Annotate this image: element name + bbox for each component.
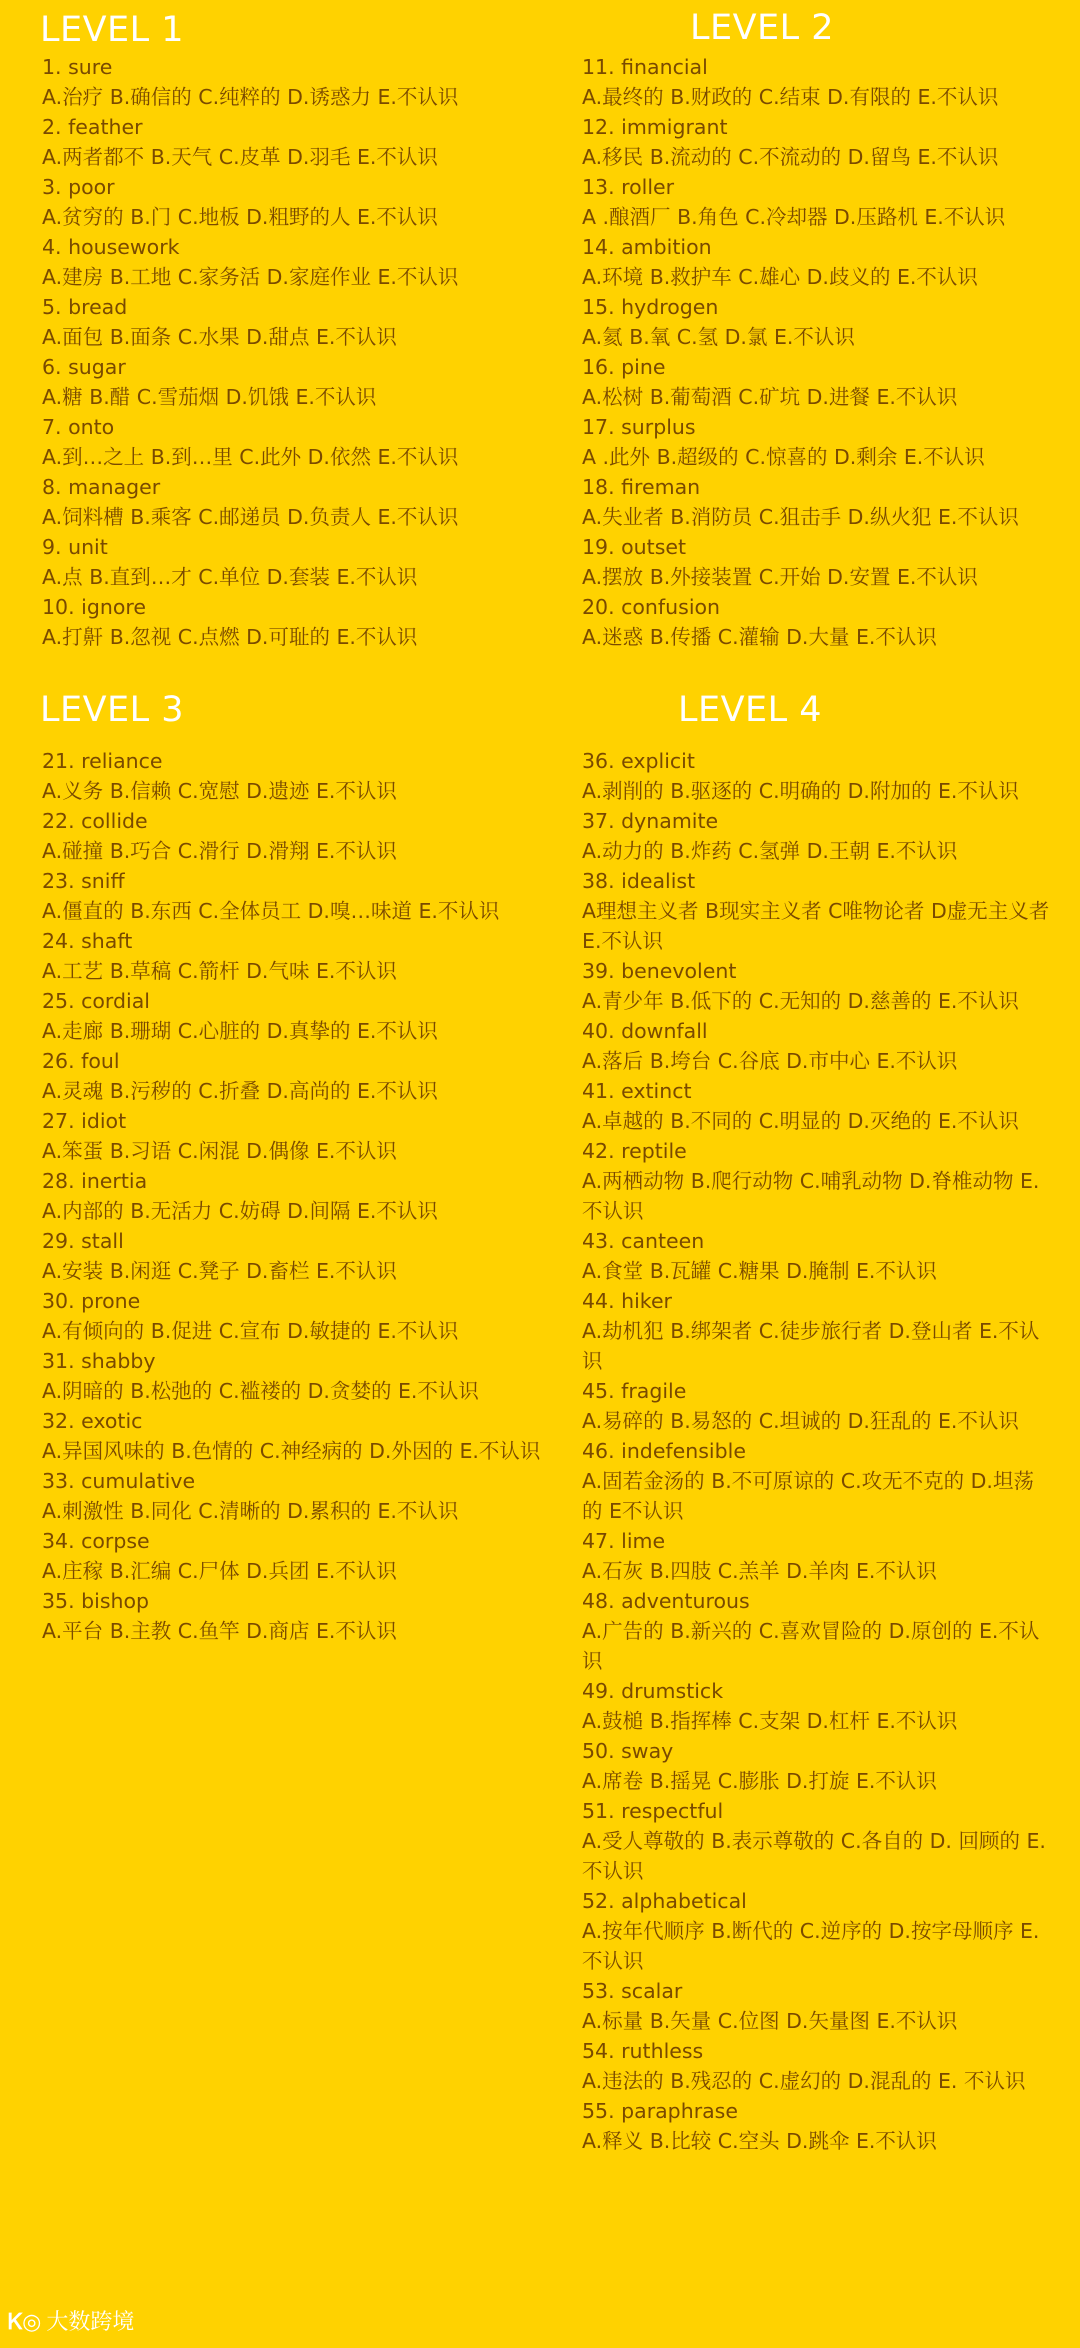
vocab-options: A.治疗 B.确信的 C.纯粹的 D.诱惑力 E.不认识 xyxy=(42,85,459,109)
level-1-heading: LEVEL 1 xyxy=(40,10,185,50)
vocab-options: A.氦 B.氧 C.氢 D.氯 E.不认识 xyxy=(582,325,855,349)
vocab-options: A.固若金汤的 B.不可原谅的 C.攻无不克的 D.坦荡的 E不认识 xyxy=(582,1469,1034,1523)
vocab-options: A.动力的 B.炸药 C.氢弹 D.王朝 E.不认识 xyxy=(582,839,958,863)
vocab-item xyxy=(582,112,1052,172)
vocab-word: 34. corpse xyxy=(42,1529,150,1553)
vocab-options: A .此外 B.超级的 C.惊喜的 D.剩余 E.不认识 xyxy=(582,445,985,469)
level-4-list xyxy=(582,746,1052,2156)
vocab-options: A .酿酒厂 B.角色 C.冷却器 D.压路机 E.不认识 xyxy=(582,205,1006,229)
vocab-item xyxy=(582,746,1052,806)
vocab-item xyxy=(582,1376,1052,1436)
vocab-item xyxy=(582,1676,1052,1736)
vocab-item xyxy=(582,1736,1052,1796)
vocab-word: 9. unit xyxy=(42,535,108,559)
vocab-word: 49. drumstick xyxy=(582,1679,724,1703)
level-2-heading: LEVEL 2 xyxy=(690,8,835,48)
vocab-item xyxy=(582,1226,1052,1286)
vocab-word: 53. scalar xyxy=(582,1979,683,2003)
vocab-item xyxy=(42,472,542,532)
vocab-options: A.标量 B.矢量 C.位图 D.矢量图 E.不认识 xyxy=(582,2009,958,2033)
vocab-word: 30. prone xyxy=(42,1289,141,1313)
vocab-options: A.受人尊敬的 B.表示尊敬的 C.各自的 D. 回顾的 E.不认识 xyxy=(582,1829,1046,1883)
vocab-word: 55. paraphrase xyxy=(582,2099,738,2123)
vocab-word: 19. outset xyxy=(582,535,687,559)
vocab-word: 48. adventurous xyxy=(582,1589,750,1613)
vocab-word: 37. dynamite xyxy=(582,809,719,833)
vocab-word: 42. reptile xyxy=(582,1139,687,1163)
vocab-options: A.建房 B.工地 C.家务活 D.家庭作业 E.不认识 xyxy=(42,265,459,289)
vocab-word: 45. fragile xyxy=(582,1379,687,1403)
vocab-options: A.饲料槽 B.乘客 C.邮递员 D.负责人 E.不认识 xyxy=(42,505,459,529)
vocab-options: A.按年代顺序 B.断代的 C.逆序的 D.按字母顺序 E.不认识 xyxy=(582,1919,1040,1973)
vocab-word: 46. indefensible xyxy=(582,1439,746,1463)
vocab-word: 39. benevolent xyxy=(582,959,737,983)
vocab-item xyxy=(42,1466,542,1526)
vocab-options: A.广告的 B.新兴的 C.喜欢冒险的 D.原创的 E.不认识 xyxy=(582,1619,1040,1673)
vocab-word: 10. ignore xyxy=(42,595,146,619)
vocab-options: A.平台 B.主教 C.鱼竿 D.商店 E.不认识 xyxy=(42,1619,397,1643)
vocab-word: 31. shabby xyxy=(42,1349,156,1373)
vocab-item xyxy=(582,292,1052,352)
vocab-options: A.青少年 B.低下的 C.无知的 D.慈善的 E.不认识 xyxy=(582,989,1019,1013)
vocab-word: 21. reliance xyxy=(42,749,163,773)
vocab-word: 15. hydrogen xyxy=(582,295,719,319)
vocab-word: 27. idiot xyxy=(42,1109,127,1133)
vocab-word: 1. sure xyxy=(42,55,113,79)
vocab-item xyxy=(582,412,1052,472)
vocab-options: A.松树 B.葡萄酒 C.矿坑 D.进餐 E.不认识 xyxy=(582,385,958,409)
vocab-item xyxy=(582,1016,1052,1076)
vocab-item xyxy=(582,172,1052,232)
vocab-word: 8. manager xyxy=(42,475,161,499)
vocab-options: A.摆放 B.外接装置 C.开始 D.安置 E.不认识 xyxy=(582,565,978,589)
vocab-item xyxy=(582,806,1052,866)
vocab-word: 17. surplus xyxy=(582,415,696,439)
vocab-options: A.环境 B.救护车 C.雄心 D.歧义的 E.不认识 xyxy=(582,265,978,289)
vocab-item xyxy=(582,1136,1052,1226)
vocab-options: A.鼓槌 B.指挥棒 C.支架 D.杠杆 E.不认识 xyxy=(582,1709,958,1733)
vocab-item xyxy=(582,1076,1052,1136)
vocab-item xyxy=(582,232,1052,292)
vocab-word: 24. shaft xyxy=(42,929,133,953)
vocab-options: A.食堂 B.瓦罐 C.糖果 D.腌制 E.不认识 xyxy=(582,1259,937,1283)
vocab-word: 38. idealist xyxy=(582,869,696,893)
vocab-item xyxy=(42,1166,542,1226)
level-4-heading: LEVEL 4 xyxy=(678,690,823,730)
vocab-word: 51. respectful xyxy=(582,1799,724,1823)
vocab-word: 20. confusion xyxy=(582,595,721,619)
vocab-options: A.阴暗的 B.松弛的 C.褴褛的 D.贪婪的 E.不认识 xyxy=(42,1379,479,1403)
vocab-item xyxy=(582,956,1052,1016)
vocab-word: 3. poor xyxy=(42,175,115,199)
vocab-options: A.糖 B.醋 C.雪茄烟 D.饥饿 E.不认识 xyxy=(42,385,377,409)
vocab-options: A.有倾向的 B.促进 C.宣布 D.敏捷的 E.不认识 xyxy=(42,1319,459,1343)
vocab-item xyxy=(582,1796,1052,1886)
vocab-options: A.迷惑 B.传播 C.灌输 D.大量 E.不认识 xyxy=(582,625,937,649)
vocab-word: 5. bread xyxy=(42,295,128,319)
vocab-options: A理想主义者 B现实主义者 C唯物论者 D虚无主义者 E.不认识 xyxy=(582,899,1050,953)
vocab-item xyxy=(42,866,542,926)
vocab-word: 35. bishop xyxy=(42,1589,150,1613)
vocab-item xyxy=(582,2096,1052,2156)
vocab-options: A.移民 B.流动的 C.不流动的 D.留鸟 E.不认识 xyxy=(582,145,999,169)
vocab-options: A.到…之上 B.到…里 C.此外 D.依然 E.不认识 xyxy=(42,445,459,469)
vocab-options: A.石灰 B.四肢 C.羔羊 D.羊肉 E.不认识 xyxy=(582,1559,937,1583)
vocab-item xyxy=(42,1406,542,1466)
vocab-item xyxy=(42,412,542,472)
vocab-word: 43. canteen xyxy=(582,1229,705,1253)
vocab-item xyxy=(42,1526,542,1586)
vocab-word: 52. alphabetical xyxy=(582,1889,747,1913)
vocab-word: 7. onto xyxy=(42,415,115,439)
vocab-item xyxy=(42,1286,542,1346)
vocab-options: A.两栖动物 B.爬行动物 C.哺乳动物 D.脊椎动物 E.不认识 xyxy=(582,1169,1040,1223)
vocab-item xyxy=(42,806,542,866)
vocab-item xyxy=(42,292,542,352)
vocab-item xyxy=(582,592,1052,652)
vocab-word: 4. housework xyxy=(42,235,180,259)
vocab-item xyxy=(42,1346,542,1406)
vocab-word: 14. ambition xyxy=(582,235,712,259)
vocab-item xyxy=(42,1106,542,1166)
vocab-word: 28. inertia xyxy=(42,1169,148,1193)
vocab-item xyxy=(582,1526,1052,1586)
vocab-item xyxy=(582,1976,1052,2036)
vocab-word: 54. ruthless xyxy=(582,2039,704,2063)
vocab-item xyxy=(582,472,1052,532)
brand-logo-icon: Ꮶ◎ xyxy=(8,2310,41,2335)
level-1-list xyxy=(42,52,542,652)
vocab-options: A.易碎的 B.易怒的 C.坦诚的 D.狂乱的 E.不认识 xyxy=(582,1409,1019,1433)
vocab-word: 23. sniff xyxy=(42,869,125,893)
vocab-word: 13. roller xyxy=(582,175,675,199)
vocab-word: 32. exotic xyxy=(42,1409,143,1433)
vocab-item xyxy=(582,532,1052,592)
vocab-options: A.贫穷的 B.门 C.地板 D.粗野的人 E.不认识 xyxy=(42,205,438,229)
vocab-item xyxy=(42,1046,542,1106)
vocab-word: 26. foul xyxy=(42,1049,120,1073)
vocab-item xyxy=(42,532,542,592)
vocab-options: A.两者都不 B.天气 C.皮革 D.羽毛 E.不认识 xyxy=(42,145,438,169)
vocab-word: 18. fireman xyxy=(582,475,701,499)
vocab-item xyxy=(582,1886,1052,1976)
vocab-word: 36. explicit xyxy=(582,749,695,773)
vocab-word: 33. cumulative xyxy=(42,1469,196,1493)
vocab-item xyxy=(42,52,542,112)
vocab-item xyxy=(582,1586,1052,1676)
vocab-options: A.庄稼 B.汇编 C.尸体 D.兵团 E.不认识 xyxy=(42,1559,397,1583)
vocab-word: 22. collide xyxy=(42,809,148,833)
vocab-options: A.面包 B.面条 C.水果 D.甜点 E.不认识 xyxy=(42,325,397,349)
vocab-options: A.违法的 B.残忍的 C.虚幻的 D.混乱的 E. 不认识 xyxy=(582,2069,1026,2093)
level-3-list xyxy=(42,746,542,1646)
vocab-options: A.碰撞 B.巧合 C.滑行 D.滑翔 E.不认识 xyxy=(42,839,397,863)
vocab-item xyxy=(42,1226,542,1286)
vocab-item xyxy=(42,112,542,172)
vocab-word: 11. financial xyxy=(582,55,708,79)
vocab-item xyxy=(582,352,1052,412)
vocab-options: A.灵魂 B.污秽的 C.折叠 D.高尚的 E.不认识 xyxy=(42,1079,438,1103)
vocab-item xyxy=(42,1586,542,1646)
vocab-word: 41. extinct xyxy=(582,1079,692,1103)
vocab-word: 25. cordial xyxy=(42,989,150,1013)
watermark xyxy=(8,2308,134,2338)
vocab-item xyxy=(582,1286,1052,1376)
vocab-options: A.席卷 B.摇晃 C.膨胀 D.打旋 E.不认识 xyxy=(582,1769,937,1793)
vocab-word: 12. immigrant xyxy=(582,115,728,139)
vocab-item xyxy=(42,592,542,652)
vocab-item xyxy=(42,352,542,412)
vocab-item xyxy=(42,172,542,232)
vocab-word: 29. stall xyxy=(42,1229,124,1253)
vocab-word: 2. feather xyxy=(42,115,143,139)
vocab-options: A.释义 B.比较 C.空头 D.跳伞 E.不认识 xyxy=(582,2129,937,2153)
watermark-text: 大数跨境 xyxy=(46,2310,135,2335)
vocab-item xyxy=(582,52,1052,112)
vocab-item xyxy=(42,232,542,292)
vocab-word: 6. sugar xyxy=(42,355,126,379)
vocab-word: 40. downfall xyxy=(582,1019,708,1043)
vocab-options: A.落后 B.垮台 C.谷底 D.市中心 E.不认识 xyxy=(582,1049,958,1073)
vocab-item xyxy=(42,986,542,1046)
vocab-options: A.安装 B.闲逛 C.凳子 D.畜栏 E.不认识 xyxy=(42,1259,397,1283)
vocab-options: A.劫机犯 B.绑架者 C.徒步旅行者 D.登山者 E.不认识 xyxy=(582,1319,1040,1373)
vocab-item xyxy=(582,1436,1052,1526)
vocab-options: A.工艺 B.草稿 C.箭杆 D.气味 E.不认识 xyxy=(42,959,397,983)
vocab-options: A.剥削的 B.驱逐的 C.明确的 D.附加的 E.不认识 xyxy=(582,779,1019,803)
vocab-word: 47. lime xyxy=(582,1529,666,1553)
vocab-options: A.失业者 B.消防员 C.狙击手 D.纵火犯 E.不认识 xyxy=(582,505,1019,529)
vocab-options: A.卓越的 B.不同的 C.明显的 D.灭绝的 E.不认识 xyxy=(582,1109,1019,1133)
level-2-list xyxy=(582,52,1052,652)
vocab-options: A.走廊 B.珊瑚 C.心脏的 D.真挚的 E.不认识 xyxy=(42,1019,438,1043)
vocab-word: 44. hiker xyxy=(582,1289,672,1313)
vocab-item xyxy=(42,926,542,986)
vocab-options: A.义务 B.信赖 C.宽慰 D.遗迹 E.不认识 xyxy=(42,779,397,803)
vocab-item xyxy=(42,746,542,806)
vocab-item xyxy=(582,2036,1052,2096)
vocab-options: A.异国风味的 B.色情的 C.神经病的 D.外因的 E.不认识 xyxy=(42,1439,541,1463)
vocab-options: A.刺激性 B.同化 C.清晰的 D.累积的 E.不认识 xyxy=(42,1499,459,1523)
vocab-options: A.僵直的 B.东西 C.全体员工 D.嗅…味道 E.不认识 xyxy=(42,899,500,923)
vocab-item xyxy=(582,866,1052,956)
level-3-heading: LEVEL 3 xyxy=(40,690,185,730)
vocab-options: A.笨蛋 B.习语 C.闲混 D.偶像 E.不认识 xyxy=(42,1139,397,1163)
vocab-options: A.点 B.直到…才 C.单位 D.套装 E.不认识 xyxy=(42,565,418,589)
vocab-word: 50. sway xyxy=(582,1739,674,1763)
vocab-options: A.打鼾 B.忽视 C.点燃 D.可耻的 E.不认识 xyxy=(42,625,418,649)
vocab-options: A.最终的 B.财政的 C.结束 D.有限的 E.不认识 xyxy=(582,85,999,109)
vocab-word: 16. pine xyxy=(582,355,666,379)
vocab-options: A.内部的 B.无活力 C.妨碍 D.间隔 E.不认识 xyxy=(42,1199,438,1223)
